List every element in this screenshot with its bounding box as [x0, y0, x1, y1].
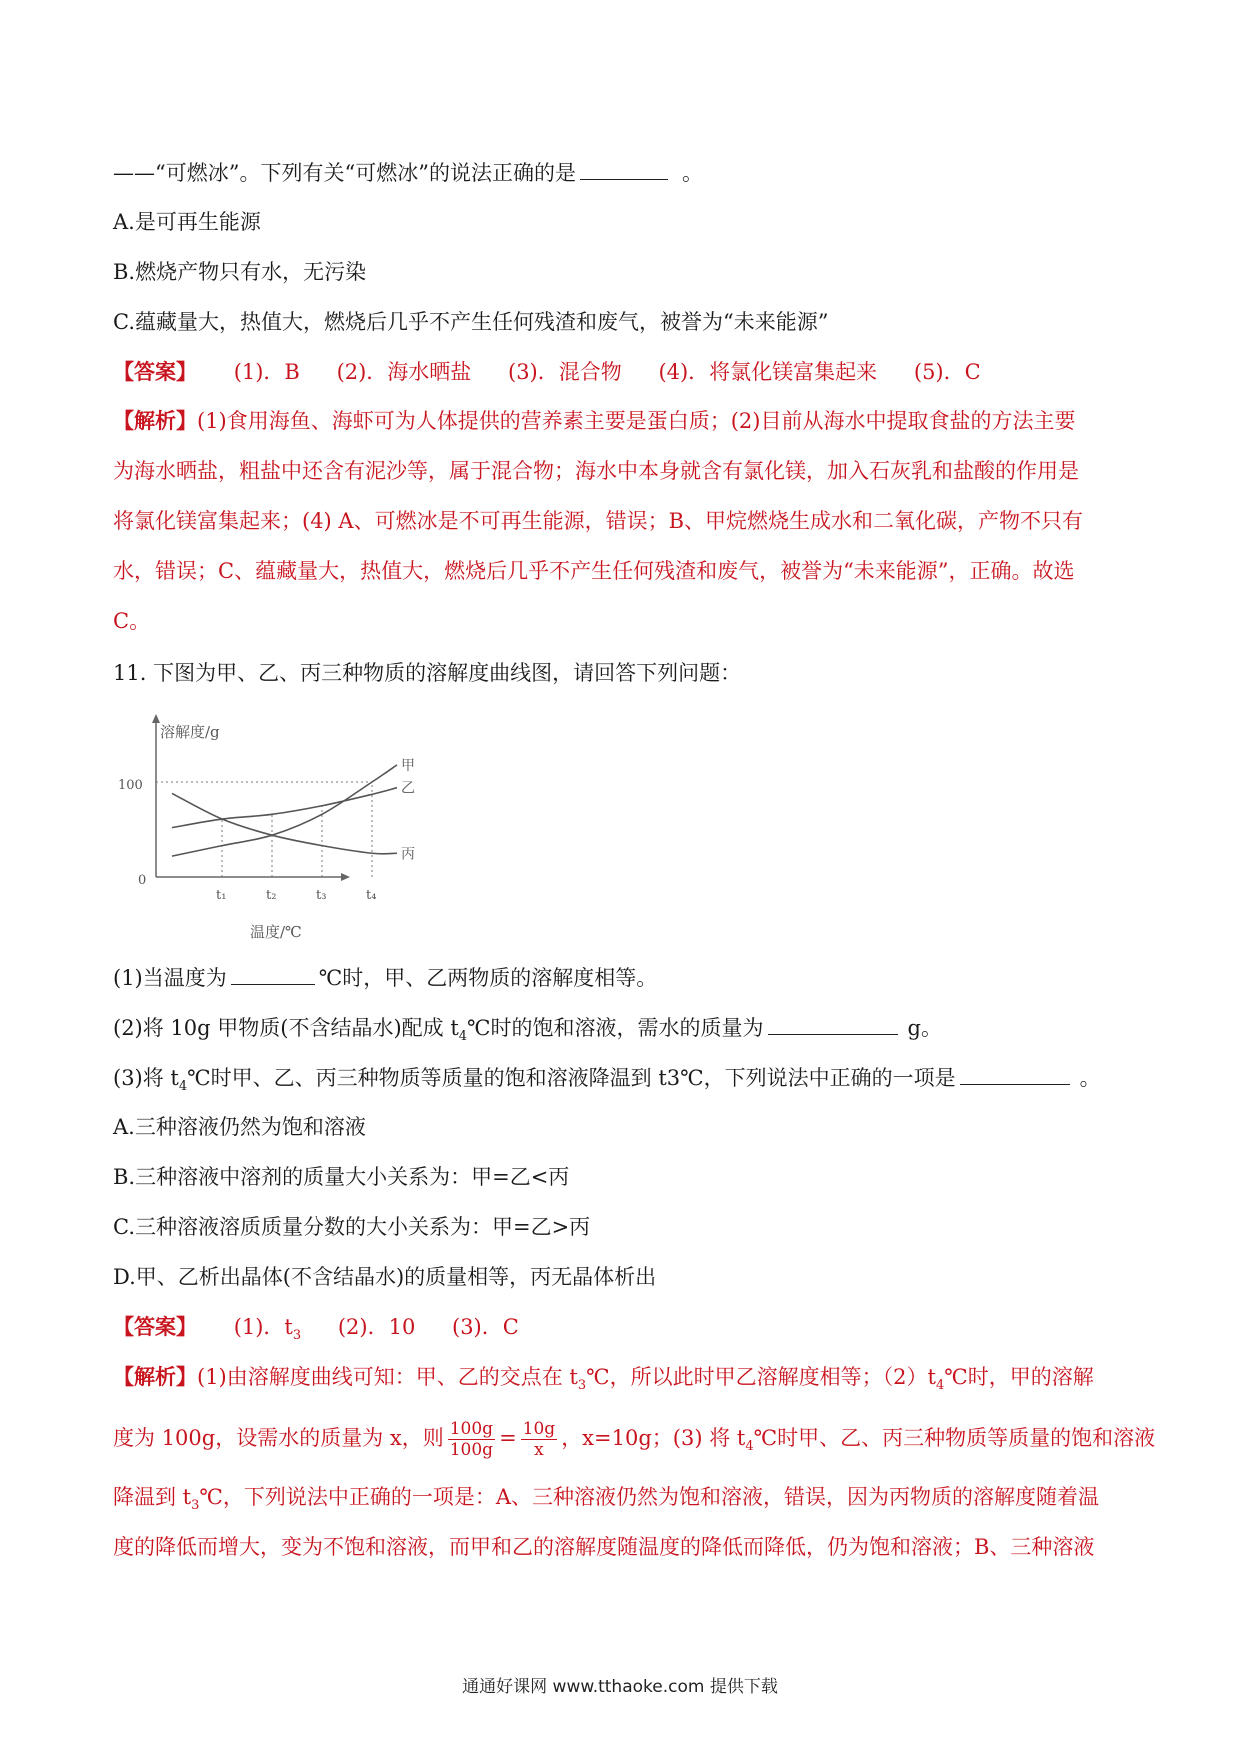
x-tick-t2: t₂	[266, 888, 277, 903]
q10-analysis-line-4: 水，错误；C、蕴藏量大，热值大，燃烧后几乎不产生任何残渣和废气，被誉为“未来能源”，正确。故选	[113, 559, 1075, 583]
q11-analysis-line-4: 度的降低而增大，变为不饱和溶液，而甲和乙的溶解度随温度的降低而降低，仍为饱和溶液；B、三种溶液	[113, 1535, 1095, 1559]
q11-answer-2: (2)．10	[337, 1315, 416, 1339]
q11-sub3	[113, 1062, 1101, 1102]
fraction-numerator: 100g	[449, 1419, 494, 1439]
analysis-text: ℃，所以此时甲乙溶解度相等；（2）t	[586, 1365, 936, 1389]
analysis-text: (1)食用海鱼、海虾可为人体提供的营养素主要是蛋白质；(2)目前从海水中提取食盐的方法主要	[197, 409, 1076, 433]
q11-answer-1: (1)．t	[233, 1315, 293, 1339]
q11-answer-3: (3)．C	[452, 1315, 519, 1339]
equals-sign: =	[499, 1426, 517, 1450]
analysis-text: ℃时，甲的溶解	[944, 1365, 1094, 1389]
subscript: 3	[292, 1328, 302, 1344]
subscript: 3	[191, 1498, 200, 1514]
q10-stem-text: ——“可燃冰”。下列有关“可燃冰”的说法正确的是	[113, 161, 576, 185]
q10-answer-2: (2)．海水晒盐	[336, 360, 472, 384]
q10-analysis-line-5: C。	[113, 609, 151, 633]
subscript: 4	[178, 1079, 188, 1095]
q11-option-b: B.三种溶液中溶剂的质量大小关系为：甲=乙<丙	[113, 1165, 570, 1189]
x-axis-arrow	[341, 873, 350, 881]
answer-tag: 【答案】	[113, 1314, 197, 1339]
q11-sub3-blank[interactable]	[960, 1062, 1070, 1085]
q10-answer-3: (3)．混合物	[508, 360, 622, 384]
q11-sub2-mid: ℃时的饱和溶液，需水的质量为	[467, 1016, 764, 1040]
page-footer: 通通好课网 www.tthaoke.com 提供下载	[462, 1677, 778, 1697]
y-axis-label: 溶解度/g	[160, 723, 220, 741]
q10-analysis-line-3: 将氯化镁富集起来；(4) A、可燃冰是不可再生能源，错误；B、甲烷燃烧生成水和二氧化碳，产物不只有	[113, 509, 1084, 533]
y-tick-0: 0	[138, 873, 147, 888]
q11-option-d: D.甲、乙析出晶体(不含结晶水)的质量相等，丙无晶体析出	[113, 1265, 657, 1289]
q11-option-a: A.三种溶液仍然为饱和溶液	[113, 1115, 366, 1139]
q11-sub1-end: ℃时，甲、乙两物质的溶解度相等。	[318, 966, 658, 990]
q10-stem	[113, 157, 703, 188]
q11-analysis-line-2	[113, 1414, 1155, 1471]
q11-sub2-unit: g。	[907, 1016, 942, 1040]
q10-stem-end: 。	[681, 161, 703, 185]
q11-option-c: C.三种溶液溶质质量分数的大小关系为：甲=乙>丙	[113, 1215, 591, 1239]
q11-stem: 11. 下图为甲、乙、丙三种物质的溶解度曲线图，请回答下列问题：	[113, 661, 742, 685]
solubility-chart	[118, 712, 415, 947]
curve-series-3	[172, 793, 397, 853]
fraction-denominator: 100g	[449, 1440, 494, 1460]
q10-answer	[113, 357, 981, 387]
subscript: 3	[577, 1378, 587, 1394]
q11-sub3-mid: ℃时甲、乙、丙三种物质等质量的饱和溶液降温到 t3℃，下列说法中正确的一项是	[187, 1066, 956, 1090]
q11-sub2-blank[interactable]	[768, 1012, 898, 1035]
subscript: 4	[935, 1378, 945, 1394]
analysis-text: ℃，下列说法中正确的一项是：A、三种溶液仍然为饱和溶液，错误，因为丙物质的溶解度随着温	[199, 1485, 1100, 1509]
q11-sub1-text: (1)当温度为	[113, 966, 227, 990]
chart-labels	[118, 723, 415, 941]
q11-sub3-end: 。	[1079, 1066, 1101, 1090]
q10-option-a: A.是可再生能源	[113, 210, 261, 234]
q11-analysis-line-1	[113, 1362, 1094, 1401]
q10-answer-5: (5)．C	[913, 360, 981, 384]
q11-sub2	[113, 1012, 942, 1052]
x-tick-t1: t₁	[216, 888, 227, 903]
q10-option-b: B.燃烧产物只有水，无污染	[113, 260, 367, 284]
q11-sub1-blank[interactable]	[231, 962, 315, 985]
chart-curves	[172, 765, 397, 856]
series-label-3: 丙	[401, 846, 415, 863]
q10-answer-1: (1)．B	[233, 360, 300, 384]
chart-guides	[156, 782, 372, 877]
subscript: 4	[745, 1439, 754, 1455]
series-label-1: 甲	[401, 757, 415, 774]
q11-sub2-text: (2)将 10g 甲物质(不含结晶水)配成 t	[113, 1016, 459, 1040]
analysis-text: (1)由溶解度曲线可知：甲、乙的交点在 t	[197, 1365, 578, 1389]
q10-answer-4: (4)．将氯化镁富集起来	[658, 360, 878, 384]
analysis-text: 降温到 t	[113, 1485, 192, 1509]
q10-analysis-line-1	[113, 406, 1076, 436]
curve-series-2	[172, 788, 397, 828]
q11-answer	[113, 1312, 519, 1351]
q10-answer-blank[interactable]	[580, 157, 668, 180]
q11-sub3-text: (3)将 t	[113, 1066, 179, 1090]
analysis-tag: 【解析】	[113, 1364, 197, 1389]
q11-sub1	[113, 962, 657, 993]
answer-tag: 【答案】	[113, 359, 197, 384]
fraction-right	[521, 1419, 558, 1460]
q11-analysis-line-3	[113, 1482, 1099, 1521]
analysis-text: ℃时甲、乙、丙三种物质等质量的饱和溶液	[753, 1426, 1156, 1450]
y-axis-arrow	[152, 714, 160, 723]
fraction-numerator: 10g	[522, 1419, 556, 1439]
series-label-2: 乙	[401, 780, 415, 797]
x-tick-t4: t₄	[366, 888, 377, 903]
x-tick-t3: t₃	[316, 888, 327, 903]
subscript: 4	[458, 1029, 468, 1045]
q10-option-c: C.蕴藏量大，热值大，燃烧后几乎不产生任何残渣和废气，被誉为“未来能源”	[113, 310, 829, 334]
fraction-left	[448, 1419, 495, 1460]
analysis-text: 度为 100g，设需水的质量为 x，则	[113, 1426, 444, 1450]
fraction-denominator: x	[534, 1440, 544, 1460]
analysis-text: ，x=10g；(3) 将 t	[561, 1426, 746, 1450]
x-axis-label: 温度/℃	[250, 923, 302, 941]
analysis-tag: 【解析】	[113, 408, 197, 433]
y-tick-100: 100	[118, 778, 143, 793]
q10-analysis-line-2: 为海水晒盐，粗盐中还含有泥沙等，属于混合物；海水中本身就含有氯化镁，加入石灰乳和盐酸的作用是	[113, 459, 1079, 483]
